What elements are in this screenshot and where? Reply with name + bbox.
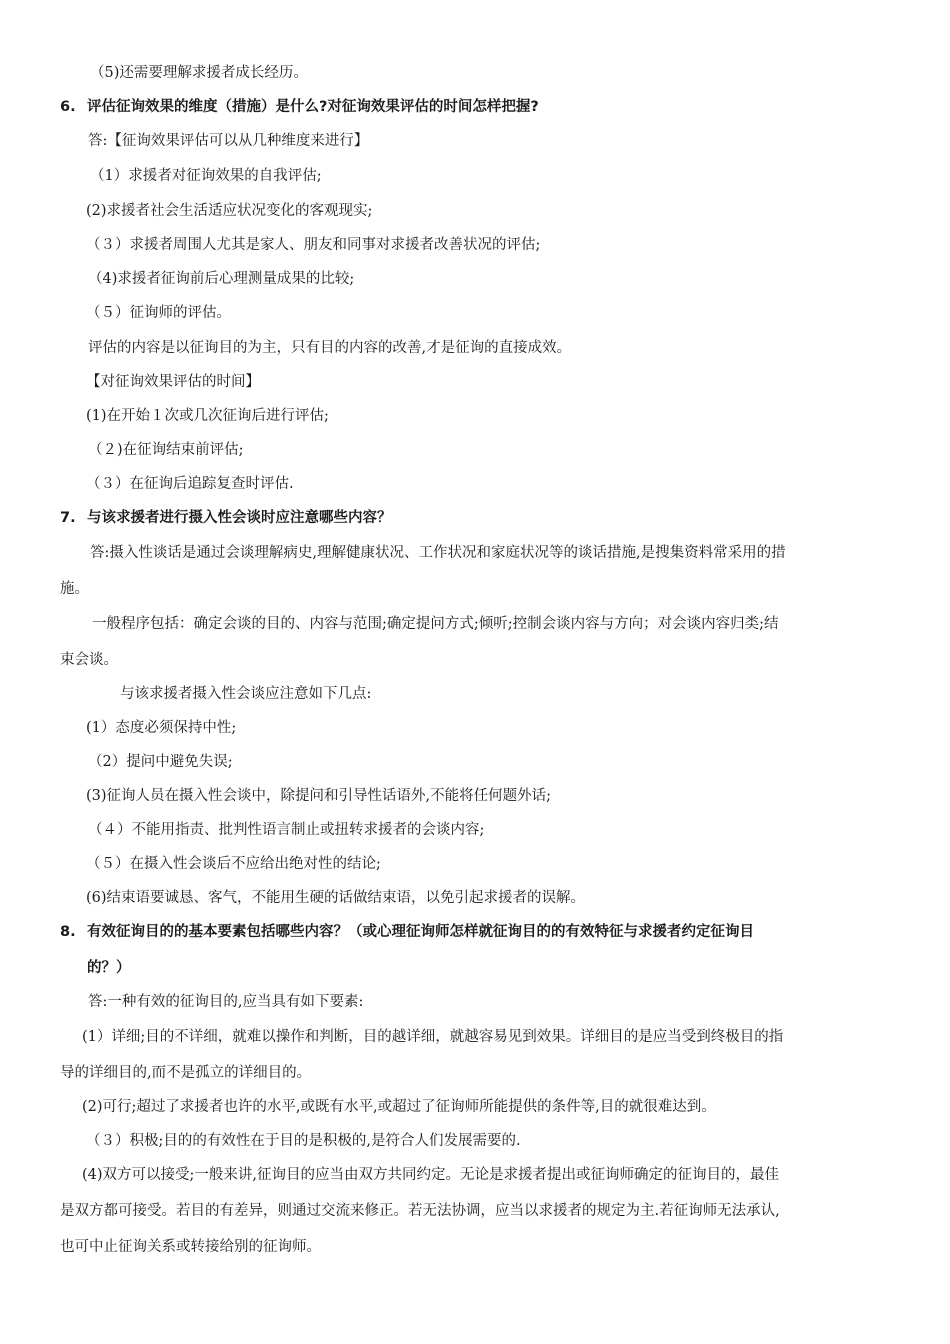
text-line: 答:【征询效果评估可以从几种维度来进行】: [88, 133, 369, 149]
text-line: (2)可行;超过了求援者也许的水平,或既有水平,或超过了征询师所能提供的条件等,目的就很难达到。: [82, 1099, 716, 1115]
text-line: （３）在征询后追踪复查时评估.: [86, 476, 294, 492]
text-line: 导的详细目的,而不是孤立的详细目的。: [60, 1065, 312, 1081]
text-line: （３）求援者周围人尤其是家人、朋友和同事对求援者改善状况的评估;: [86, 237, 541, 253]
text-line: 是双方都可接受。若目的有差异，则通过交流来修正。若无法协调，应当以求援者的规定为主.若征询师无法承认,: [60, 1203, 780, 1219]
text-line: （３）积极;目的的有效性在于目的是积极的,是符合人们发展需要的.: [86, 1133, 521, 1149]
text-line: 与该求援者摄入性会谈应注意如下几点:: [120, 686, 372, 702]
question-heading: 与该求援者进行摄入性会谈时应注意哪些内容？: [87, 510, 392, 526]
text-line: （2）提问中避免失误;: [88, 754, 233, 770]
text-line: 答:摄入性谈话是通过会谈理解病史,理解健康状况、工作状况和家庭状况等的谈话措施,是搜集资料常采用的措: [90, 545, 786, 561]
text-line: （5)还需要理解求援者成长经历。: [90, 65, 308, 81]
text-line: 一般程序包括：确定会谈的目的、内容与范围;确定提问方式;倾听;控制会谈内容与方向；对会谈内容归类;结: [92, 616, 779, 632]
text-line: 也可中止征询关系或转接给别的征询师。: [60, 1239, 321, 1255]
text-line: （２)在征询结束前评估;: [88, 442, 244, 458]
text-line: (1）详细;目的不详细，就难以操作和判断，目的越详细，就越容易见到效果。详细目的是应当受到终极目的指: [82, 1029, 784, 1045]
text-line: (3)征询人员在摄入性会谈中，除提问和引导性话语外,不能将任何题外话;: [86, 788, 552, 804]
question-number: 8.: [60, 924, 76, 940]
text-line: （1）求援者对征询效果的自我评估;: [90, 168, 322, 184]
text-line: 评估的内容是以征询目的为主，只有目的内容的改善,才是征询的直接成效。: [88, 340, 572, 356]
text-line: （4)求援者征询前后心理测量成果的比较;: [88, 271, 355, 287]
question-number: 6.: [60, 99, 76, 115]
question-heading-continued: 的？）: [87, 960, 131, 976]
question-heading: 有效征询目的的基本要素包括哪些内容？（或心理征询师怎样就征询目的的有效特征与求援者约定征询目: [87, 924, 754, 940]
question-heading: 评估征询效果的维度（措施）是什么?对征询效果评估的时间怎样把握?: [87, 99, 539, 115]
text-line: （４）不能用指责、批判性语言制止或扭转求援者的会谈内容;: [88, 822, 485, 838]
text-line: 施。: [60, 581, 89, 597]
text-line: (1)在开始１次或几次征询后进行评估;: [86, 408, 329, 424]
text-line: (1）态度必须保持中性;: [86, 720, 237, 736]
question-number: 7.: [60, 510, 76, 526]
text-line: 【对征询效果评估的时间】: [86, 374, 260, 390]
text-line: 束会谈。: [60, 652, 118, 668]
text-line: (6)结束语要诚恳、客气，不能用生硬的话做结束语，以免引起求援者的误解。: [86, 890, 586, 906]
text-line: （５）征询师的评估。: [86, 305, 231, 321]
text-line: (4)双方可以接受;一般来讲,征询目的应当由双方共同约定。无论是求援者提出或征询师确定的征询目的，最佳: [82, 1167, 780, 1183]
text-line: (2)求援者社会生活适应状况变化的客观现实;: [86, 203, 373, 219]
text-line: （５）在摄入性会谈后不应给出绝对性的结论;: [86, 856, 381, 872]
text-line: 答:一种有效的征询目的,应当具有如下要素:: [88, 994, 364, 1010]
